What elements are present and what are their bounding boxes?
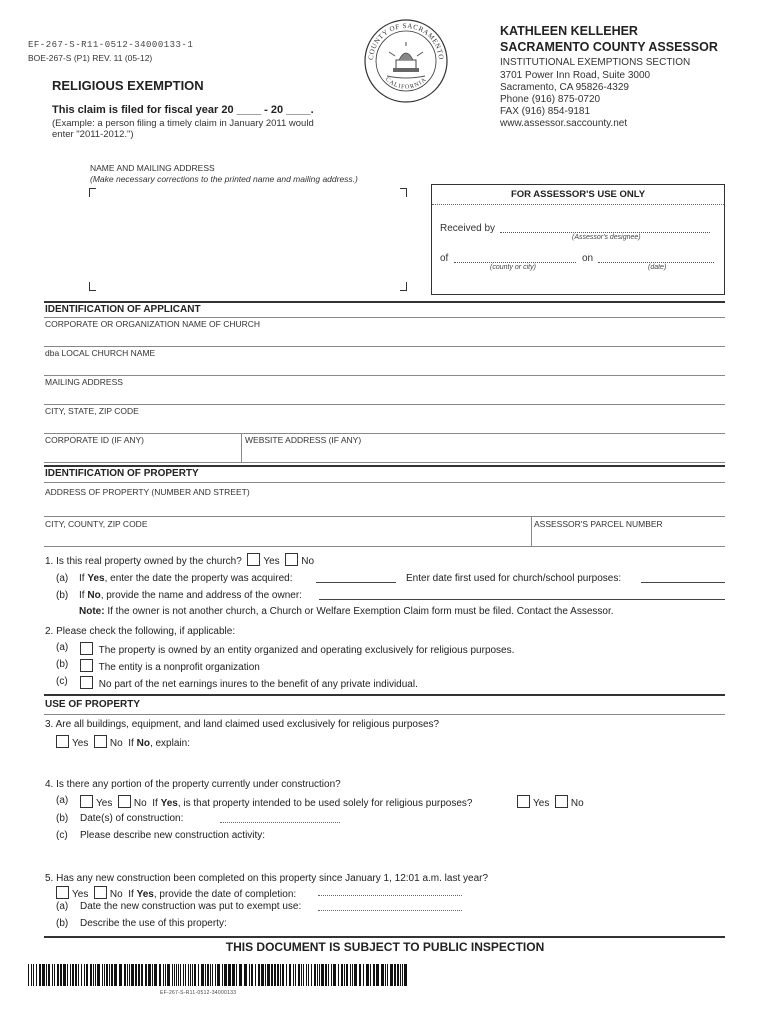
- barcode-bar: [321, 964, 324, 986]
- barcode-bar: [180, 964, 181, 986]
- barcode-bar: [152, 964, 153, 986]
- city-county-zip-field[interactable]: [44, 531, 530, 545]
- mailing-label: NAME AND MAILING ADDRESS: [90, 163, 215, 173]
- county-seal: [363, 18, 449, 104]
- applicant-top-rule: [44, 301, 725, 303]
- q5b-use-field[interactable]: [240, 916, 725, 932]
- org-name-label: CORPORATE OR ORGANIZATION NAME OF CHURCH: [45, 319, 261, 329]
- assessor-office: SACRAMENTO COUNTY ASSESSOR: [500, 40, 718, 54]
- assessor-fax: FAX (916) 854-9181: [500, 106, 591, 117]
- q4a-no-label: No: [133, 798, 147, 809]
- barcode-bar: [215, 964, 216, 986]
- barcode-bar: [370, 964, 371, 986]
- q5a-text: Date the new construction was put to exempt use:: [80, 901, 302, 912]
- q4-text: 4. Is there any portion of the property currently under construction?: [45, 779, 341, 790]
- q2c-letter: (c): [56, 676, 68, 687]
- barcode-bar: [280, 964, 281, 986]
- barcode-bar: [277, 964, 279, 986]
- barcode-bar: [311, 964, 312, 986]
- assessor-section: INSTITUTIONAL EXEMPTIONS SECTION: [500, 57, 691, 68]
- dba-field[interactable]: [44, 359, 725, 374]
- q5-completion-date-field[interactable]: [318, 885, 462, 896]
- q2b-row: [80, 659, 260, 673]
- barcode-bar: [185, 964, 186, 986]
- q4a-religious-yes-checkbox[interactable]: [517, 795, 530, 808]
- barcode-bar: [46, 964, 47, 986]
- barcode-bar: [402, 964, 403, 986]
- q4b-letter: (b): [56, 813, 69, 824]
- q2c-text: No part of the net earnings inures to the benefit of any private individual.: [98, 679, 418, 690]
- q1-note: Note: If the owner is not another church, a Church or Welfare Exemption Claim form must be filed. Contact the Assessor.: [79, 606, 614, 617]
- assessor-use-title: FOR ASSESSOR'S USE ONLY: [510, 189, 646, 200]
- property-address-label: ADDRESS OF PROPERTY (NUMBER AND STREET): [45, 487, 250, 497]
- barcode-bar: [301, 964, 302, 986]
- barcode-bar: [33, 964, 34, 986]
- use-top-rule: [44, 694, 725, 696]
- barcode-bar: [165, 964, 166, 986]
- county-or-city-caption: (county or city): [490, 264, 536, 271]
- q1-yes-label: Yes: [263, 556, 280, 567]
- barcode-bar: [314, 964, 316, 986]
- barcode-bar: [63, 964, 66, 986]
- q2a-checkbox[interactable]: [80, 642, 93, 655]
- received-by-field[interactable]: [500, 232, 710, 233]
- barcode-bar: [194, 964, 196, 986]
- applicant-heading: IDENTIFICATION OF APPLICANT: [45, 304, 201, 315]
- property-top-rule: [44, 465, 725, 467]
- barcode-bar: [346, 964, 348, 986]
- q2c-row: [80, 676, 418, 690]
- q5-no-label: No: [109, 889, 123, 900]
- q5-yes-label: Yes: [72, 889, 89, 900]
- parcel-number-field[interactable]: [532, 531, 725, 545]
- barcode-bar: [36, 964, 37, 986]
- barcode-bar: [135, 964, 137, 986]
- corporate-id-field[interactable]: [44, 446, 240, 461]
- form-revision: BOE-267-S (P1) REV. 11 (05-12): [28, 53, 153, 63]
- county-or-city-field[interactable]: [454, 262, 576, 263]
- q1a-first-used-field[interactable]: [641, 572, 725, 583]
- barcode-bar: [205, 964, 206, 986]
- q2b-text: The entity is a nonprofit organization: [98, 662, 260, 673]
- q3-no-checkbox[interactable]: [94, 735, 107, 748]
- footer-rule: [44, 936, 725, 938]
- q5a-exempt-date-field[interactable]: [318, 900, 462, 911]
- q4a-religious-no-label: No: [570, 798, 584, 809]
- barcode-bar: [261, 964, 264, 986]
- parcel-number-label: ASSESSOR'S PARCEL NUMBER: [534, 519, 663, 529]
- barcode-bar: [54, 964, 55, 986]
- barcode-bar: [228, 964, 231, 986]
- barcode-bar: [183, 964, 184, 986]
- use-heading: USE OF PROPERTY: [45, 699, 141, 710]
- barcode-bar: [174, 964, 175, 986]
- barcode-bar: [271, 964, 273, 986]
- barcode-bar: [192, 964, 193, 986]
- barcode-bar: [109, 964, 110, 986]
- q5-yes-checkbox[interactable]: [56, 886, 69, 899]
- barcode-bar: [303, 964, 304, 986]
- barcode-bar: [265, 964, 266, 986]
- city-county-zip-label: CITY, COUNTY, ZIP CODE: [45, 519, 148, 529]
- barcode-bar: [129, 964, 130, 986]
- q5-no-checkbox[interactable]: [94, 886, 107, 899]
- q4a-religious-no-checkbox[interactable]: [555, 795, 568, 808]
- barcode-bar: [306, 964, 307, 986]
- barcode-bar: [111, 964, 113, 986]
- barcode-bar: [95, 964, 96, 986]
- q3-yes-label: Yes: [72, 738, 89, 749]
- mailing-note: (Make necessary corrections to the printed name and mailing address.): [90, 174, 358, 184]
- q5-row: Yes No If Yes, provide the date of completion:: [56, 886, 296, 900]
- barcode-bar: [81, 964, 82, 986]
- property-heading: IDENTIFICATION OF PROPERTY: [45, 468, 199, 479]
- barcode-bar: [373, 964, 375, 986]
- barcode-bar: [70, 964, 71, 986]
- mailing-corner-bl: [89, 282, 96, 291]
- barcode-bar: [274, 964, 276, 986]
- barcode-bar: [255, 964, 256, 986]
- designee-caption: (Assessor's designee): [572, 234, 641, 241]
- barcode-bar: [188, 964, 189, 986]
- barcode-bar: [119, 964, 122, 986]
- barcode-bar: [308, 964, 309, 986]
- barcode-bar: [167, 964, 170, 986]
- received-by-label: Received by: [440, 223, 496, 234]
- assessor-address1: 3701 Power Inn Road, Suite 3000: [500, 70, 651, 81]
- public-inspection-notice: THIS DOCUMENT IS SUBJECT TO PUBLIC INSPECTION: [225, 940, 545, 954]
- barcode-bar: [341, 964, 343, 986]
- mailing-address-area[interactable]: [96, 194, 396, 280]
- q5a-letter: (a): [56, 901, 69, 912]
- barcode-bar: [52, 964, 53, 986]
- barcode-bar: [325, 964, 327, 986]
- barcode-bar: [102, 964, 103, 986]
- fiscal-year-line: This claim is filed for fiscal year 20 ____ - 20 ____.: [52, 104, 314, 116]
- q1a-letter: (a): [56, 573, 69, 584]
- barcode-bar: [212, 964, 213, 986]
- property-address-field[interactable]: [44, 499, 725, 516]
- barcode-bar: [354, 964, 357, 986]
- assessor-address2: Sacramento, CA 95826-4329: [500, 82, 629, 93]
- barcode-bar: [48, 964, 50, 986]
- barcode-bar: [385, 964, 386, 986]
- barcode-bar: [138, 964, 140, 986]
- barcode: [28, 964, 408, 986]
- q1a-first-used-label: Enter date first used for church/school purposes:: [406, 573, 622, 584]
- fiscal-example-2: enter "2011-2012."): [52, 129, 134, 140]
- q1-no-label: No: [301, 556, 315, 567]
- barcode-bar: [131, 964, 134, 986]
- barcode-bar: [295, 964, 296, 986]
- q3-yes-checkbox[interactable]: [56, 735, 69, 748]
- barcode-bar: [328, 964, 329, 986]
- barcode-bar: [207, 964, 209, 986]
- date-field[interactable]: [598, 262, 714, 263]
- barcode-bar: [397, 964, 399, 986]
- q2-text: 2. Please check the following, if applicable:: [45, 626, 236, 637]
- mailing-address-label: MAILING ADDRESS: [45, 377, 123, 387]
- q1a-row: If Yes, enter the date the property was acquired:: [79, 573, 293, 584]
- mailing-corner-br: [400, 282, 407, 291]
- barcode-bar: [338, 964, 339, 986]
- barcode-bar: [145, 964, 147, 986]
- barcode-bar: [249, 964, 250, 986]
- q3-row: Yes No If No, explain:: [56, 735, 190, 749]
- barcode-bar: [141, 964, 143, 986]
- barcode-bar: [376, 964, 379, 986]
- form-title: RELIGIOUS EXEMPTION: [52, 78, 204, 93]
- barcode-bar: [267, 964, 270, 986]
- q2a-row: [80, 642, 514, 656]
- barcode-bar: [57, 964, 59, 986]
- barcode-bar: [317, 964, 318, 986]
- barcode-bar: [172, 964, 173, 986]
- assessor-phone: Phone (916) 875-0720: [500, 94, 601, 105]
- assessor-use-box: [431, 184, 725, 295]
- q5b-letter: (b): [56, 918, 69, 929]
- barcode-bar: [258, 964, 260, 986]
- q4a-yes-checkbox[interactable]: [80, 795, 93, 808]
- barcode-bar: [333, 964, 336, 986]
- q3-text: 3. Are all buildings, equipment, and land claimed used exclusively for religious purposes?: [45, 719, 440, 730]
- website-label: WEBSITE ADDRESS (IF ANY): [245, 435, 362, 445]
- corporate-id-label: CORPORATE ID (IF ANY): [45, 435, 145, 445]
- svg-text:CALIFORNIA: [384, 77, 428, 91]
- barcode-bar: [42, 964, 45, 986]
- barcode-bar: [90, 964, 92, 986]
- q2b-letter: (b): [56, 659, 69, 670]
- q4a-no-checkbox[interactable]: [118, 795, 131, 808]
- barcode-bar: [363, 964, 364, 986]
- q2b-checkbox[interactable]: [80, 659, 93, 672]
- q3-no-label: No: [109, 738, 123, 749]
- q1-row: [45, 553, 314, 567]
- fiscal-example-1: (Example: a person filing a timely claim in January 2011 would: [52, 118, 314, 129]
- assessor-name: KATHLEEN KELLEHER: [500, 24, 638, 38]
- barcode-bar: [400, 964, 401, 986]
- barcode-bar: [78, 964, 79, 986]
- barcode-bar: [293, 964, 294, 986]
- city-state-zip-field[interactable]: [44, 417, 725, 432]
- q4a-letter: (a): [56, 795, 69, 806]
- q2c-checkbox[interactable]: [80, 676, 93, 689]
- barcode-bar: [394, 964, 396, 986]
- q1-no-checkbox[interactable]: [285, 553, 298, 566]
- barcode-bar: [244, 964, 247, 986]
- seal-top-text: COUNTY OF SACRAMENTO: [366, 21, 446, 61]
- q1-yes-checkbox[interactable]: [247, 553, 260, 566]
- barcode-bar: [224, 964, 227, 986]
- mailing-corner-tl: [89, 188, 96, 197]
- q1-text: 1. Is this real property owned by the church?: [45, 556, 242, 567]
- barcode-bar: [178, 964, 179, 986]
- of-label: of: [440, 253, 449, 264]
- barcode-bar: [366, 964, 369, 986]
- website-field[interactable]: [242, 446, 725, 461]
- date-caption: (date): [648, 264, 667, 271]
- q1b-owner-field[interactable]: [319, 589, 725, 600]
- q4c-description-field[interactable]: [280, 828, 725, 866]
- barcode-bar: [387, 964, 388, 986]
- barcode-bar: [31, 964, 32, 986]
- q1a-acquired-date-field[interactable]: [316, 572, 396, 583]
- barcode-bar: [319, 964, 320, 986]
- barcode-bar: [104, 964, 105, 986]
- barcode-bar: [72, 964, 74, 986]
- q4a-row: Yes No If Yes, is that property intended to be used solely for religious purposes?: [80, 795, 472, 809]
- barcode-bar: [344, 964, 345, 986]
- barcode-bar: [75, 964, 77, 986]
- barcode-bar: [124, 964, 126, 986]
- barcode-bar: [148, 964, 151, 986]
- org-name-field[interactable]: [44, 330, 725, 345]
- q5b-text: Describe the use of this property:: [80, 918, 227, 929]
- city-state-zip-label: CITY, STATE, ZIP CODE: [45, 406, 139, 416]
- barcode-bar: [67, 964, 68, 986]
- barcode-bar: [84, 964, 85, 986]
- barcode-bar: [236, 964, 237, 986]
- q4c-letter: (c): [56, 830, 68, 841]
- barcode-bar: [97, 964, 100, 986]
- barcode-bar: [239, 964, 242, 986]
- barcode-bar: [176, 964, 177, 986]
- barcode-bar: [331, 964, 332, 986]
- q4a-religious-row: [517, 795, 584, 809]
- barcode-bar: [106, 964, 108, 986]
- q4c-text: Please describe new construction activity:: [80, 830, 266, 841]
- barcode-bar: [350, 964, 351, 986]
- barcode-bar: [210, 964, 211, 986]
- on-label: on: [582, 253, 594, 264]
- barcode-bar: [28, 964, 29, 986]
- barcode-bar: [154, 964, 157, 986]
- barcode-bar: [286, 964, 287, 986]
- seal-bottom-text: CALIFORNIA: [383, 76, 429, 91]
- q4a-religious-yes-label: Yes: [533, 798, 550, 809]
- q5-text: 5. Has any new construction been completed on this property since January 1, 12:01 a.m. last year?: [45, 873, 489, 884]
- mailing-address-field[interactable]: [44, 388, 725, 403]
- q3-explain-field[interactable]: [200, 733, 725, 773]
- barcode-bar: [298, 964, 300, 986]
- barcode-bar: [359, 964, 361, 986]
- q4b-dates-field[interactable]: [220, 812, 340, 823]
- barcode-bar: [404, 964, 407, 986]
- form-code: EF-267-S-R11-0512-34000133-1: [28, 40, 194, 50]
- barcode-bar: [159, 964, 161, 986]
- barcode-bar: [289, 964, 291, 986]
- barcode-bar: [352, 964, 353, 986]
- barcode-bar: [163, 964, 164, 986]
- barcode-bar: [39, 964, 41, 986]
- dba-label: dba LOCAL CHURCH NAME: [45, 348, 156, 358]
- q4b-text: Date(s) of construction:: [80, 813, 184, 824]
- barcode-bar: [251, 964, 253, 986]
- barcode-text: EF-267-S-R11-0512-34000133: [160, 990, 237, 996]
- barcode-bar: [60, 964, 62, 986]
- barcode-bar: [282, 964, 284, 986]
- barcode-bar: [190, 964, 191, 986]
- barcode-bar: [232, 964, 235, 986]
- barcode-bar: [381, 964, 384, 986]
- q1b-letter: (b): [56, 590, 69, 601]
- barcode-bar: [127, 964, 128, 986]
- mailing-corner-tr: [400, 188, 407, 197]
- q2a-text: The property is owned by an entity organized and operating exclusively for religious purposes.: [98, 645, 515, 656]
- q1b-row: If No, provide the name and address of the owner:: [79, 590, 302, 601]
- barcode-bar: [201, 964, 204, 986]
- q4a-yes-label: Yes: [96, 798, 113, 809]
- barcode-bar: [217, 964, 220, 986]
- barcode-bar: [198, 964, 199, 986]
- barcode-bar: [114, 964, 117, 986]
- barcode-bar: [86, 964, 88, 986]
- assessor-website[interactable]: www.assessor.saccounty.net: [500, 118, 628, 129]
- q2a-letter: (a): [56, 642, 69, 653]
- barcode-bar: [93, 964, 94, 986]
- barcode-bar: [222, 964, 223, 986]
- barcode-bar: [390, 964, 393, 986]
